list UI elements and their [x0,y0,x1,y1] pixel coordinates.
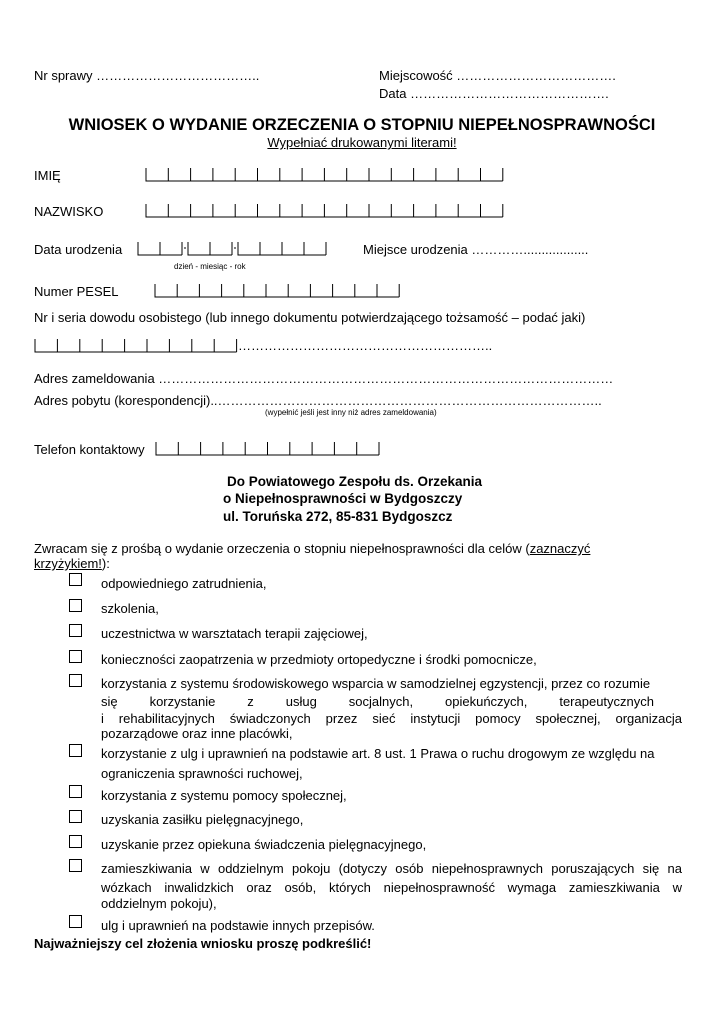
option-workshops: uczestnictwa w warsztatach terapii zajęciowej, [101,626,368,641]
letter-boxes-graphic [145,203,505,219]
last-name-boxes[interactable] [145,203,505,218]
checkbox-caregiver-benefit[interactable] [69,835,82,848]
letter-boxes-graphic [145,167,505,183]
page-title: WNIOSEK O WYDANIE ORZECZENIA O STOPNIU NIEPEŁNOSPRAWNOŚCI [68,116,656,134]
checkbox-training[interactable] [69,599,82,612]
recipient-line-3: ul. Toruńska 272, 85-831 Bydgoszcz [223,509,453,524]
case-number-field[interactable]: Nr sprawy ……………………………….. [34,68,260,83]
footer-note: Najważniejszy cel złożenia wniosku proszę podkreślić! [34,936,372,951]
recipient-line-1: Do Powiatowego Zespołu ds. Orzekania [227,474,483,489]
phone-label: Telefon kontaktowy [34,442,145,457]
pesel-boxes[interactable] [154,283,404,298]
birth-date-hint: dzień - miesiąc - rok [174,262,246,271]
checkbox-other-regulations[interactable] [69,915,82,928]
request-intro-underlined: zaznaczyć [529,541,591,556]
id-doc-label: Nr i seria dowodu osobistego (lub innego dokumentu potwierdzającego tożsamość – podać jaki) [34,310,586,325]
page-subtitle: Wypełniać drukowanymi literami! [267,135,457,150]
pesel-label: Numer PESEL [34,284,119,299]
checkbox-workshops[interactable] [69,624,82,637]
option-traffic-law: korzystanie z ulg i uprawnień na podstawie art. 8 ust. 1 Prawa o ruchu drogowym ze względu na [101,746,655,761]
option-traffic-law-line2: ograniczenia sprawności ruchowej, [101,766,303,781]
request-intro-end: ): [101,556,110,571]
checkbox-environmental-support[interactable] [69,674,82,687]
checkbox-employment[interactable] [69,573,82,586]
option-orthopedic: konieczności zaopatrzenia w przedmioty ortopedyczne i środki pomocnicze, [101,652,537,667]
option-environmental-support-line3: i rehabilitacyjnych świadczonych przez sieć instytucji pomocy społecznej, organizacja [101,711,682,726]
request-intro-text: Zwracam się z prośbą o wydanie orzeczenia o stopniu niepełnosprawności dla celów ( [34,541,530,556]
option-environmental-support: korzystania z systemu środowiskowego wsparcia w samodzielnej egzystencji, przez co rozumie [101,676,651,691]
birth-place-field[interactable]: Miejsce urodzenia ………….................. [363,242,589,257]
option-environmental-support-line2: się korzystanie z usług socjalnych, opiekuńczych, terapeutycznych [101,694,654,709]
last-name-label: NAZWISKO [34,204,104,219]
checkbox-traffic-law[interactable] [69,744,82,757]
checkbox-social-assistance[interactable] [69,785,82,798]
first-name-boxes[interactable] [145,167,505,182]
option-caregiver-benefit: uzyskanie przez opiekuna świadczenia pielęgnacyjnego, [101,837,427,852]
option-employment: odpowiedniego zatrudnienia, [101,576,267,591]
birth-date-label: Data urodzenia [34,242,123,257]
option-care-allowance: uzyskania zasiłku pielęgnacyjnego, [101,812,304,827]
birth-date-boxes[interactable] [137,241,342,256]
option-social-assistance: korzystania z systemu pomocy społecznej, [101,788,347,803]
id-doc-boxes[interactable] [34,338,244,353]
phone-boxes-graphic [155,441,385,457]
id-boxes-graphic [34,338,244,354]
checkbox-separate-room[interactable] [69,859,82,872]
checkbox-care-allowance[interactable] [69,810,82,823]
option-other-regulations: ulg i uprawnień na podstawie innych przepisów. [101,918,375,933]
digit-boxes-graphic [154,283,404,299]
first-name-label: IMIĘ [34,168,61,183]
option-training: szkolenia, [101,601,159,616]
correspondence-address-field[interactable]: Adres pobytu (korespondencji)..…………………………………………………………………………….. [34,393,602,408]
phone-boxes[interactable] [155,441,385,456]
option-separate-room: zamieszkiwania w oddzielnym pokoju (dotyczy osób niepełnosprawnych poruszających się na [101,861,682,876]
option-separate-room-line3: oddzielnym pokoju), [101,896,217,911]
date-field[interactable]: Data ………………………………………. [379,86,609,101]
registered-address-field[interactable]: Adres zameldowania …………………………………………………………………………………………… [34,371,614,386]
request-intro-cont [34,556,110,571]
correspondence-hint: (wypełnić jeśli jest inny niż adres zameldowania) [265,408,437,417]
request-intro-underlined-2: krzyżykiem! [34,556,102,571]
option-separate-room-line2: wózkach inwalidzkich oraz osób, których niepełnosprawność wymaga zamieszkiwania w [101,880,682,895]
id-doc-dots[interactable]: ………………………………………………….. [238,338,493,353]
date-boxes-graphic [137,241,342,257]
option-environmental-support-line4: pozarządowe oraz inne placówki, [101,726,293,741]
request-intro [34,541,590,556]
town-field[interactable]: Miejscowość ………………………………. [379,68,616,83]
checkbox-orthopedic[interactable] [69,650,82,663]
recipient-line-2: o Niepełnosprawności w Bydgoszczy [223,491,463,506]
